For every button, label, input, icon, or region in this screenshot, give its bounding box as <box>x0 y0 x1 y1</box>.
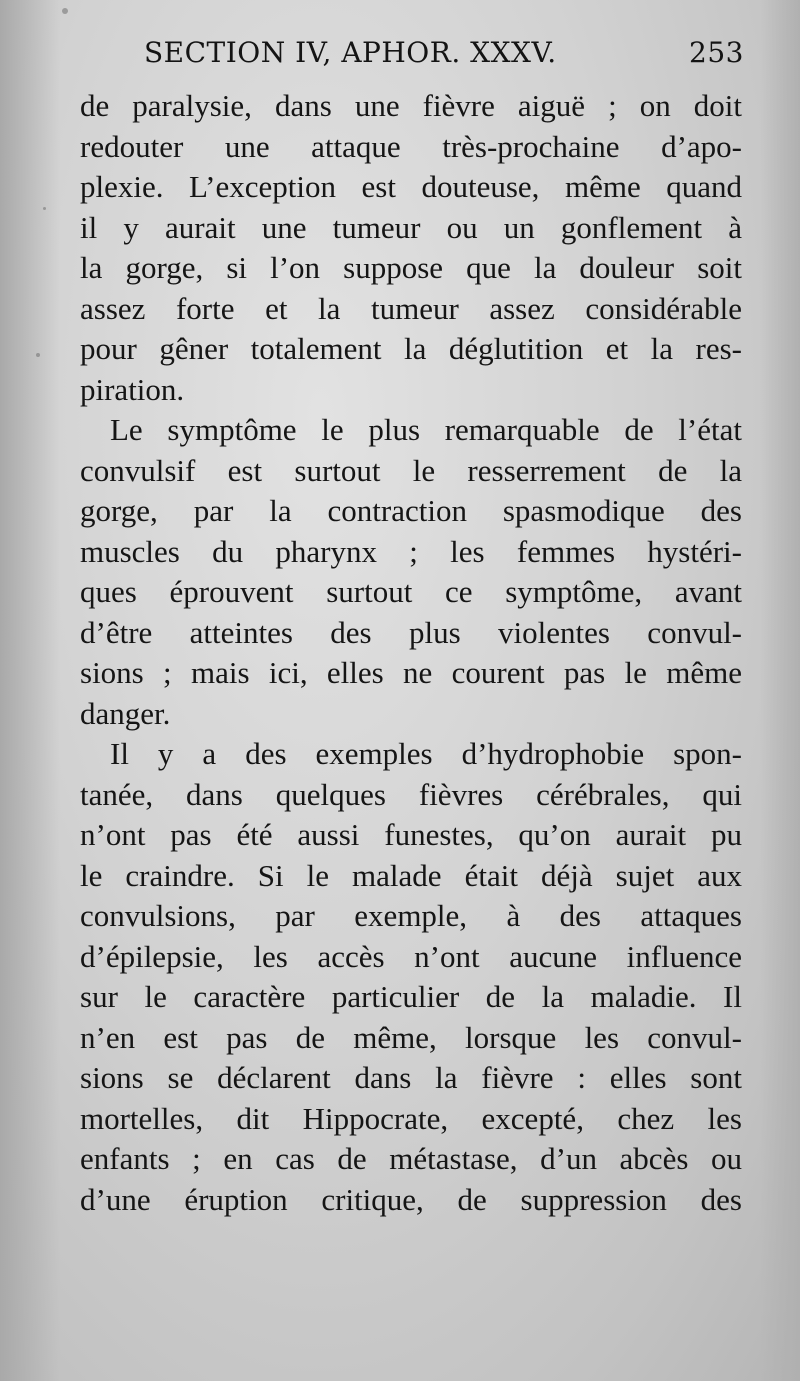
text-line: enfants ; en cas de métastase, d’un abcès ou <box>80 1141 742 1176</box>
text-line: d’une éruption critique, de suppression des <box>80 1181 742 1217</box>
text-line: pour gêner totalement la déglutition et la res- <box>80 331 742 366</box>
text-line: d’être atteintes des plus violentes convul- <box>80 614 742 650</box>
gutter-shadow <box>0 0 60 1381</box>
text-line: Le symptôme le plus remarquable de l’état <box>110 412 742 447</box>
running-header <box>144 36 744 82</box>
paper-speck <box>43 207 46 210</box>
text-line: d’épilepsie, les accès n’ont aucune influence <box>80 938 742 974</box>
text-line: tanée, dans quelques fièvres cérébrales, qui <box>80 776 742 812</box>
page-number: 253 <box>689 36 744 69</box>
text-line: sions ; mais ici, elles ne courent pas le même <box>80 655 742 690</box>
text-line: gorge, par la contraction spasmodique des <box>80 493 742 528</box>
text-line: il y aurait une tumeur ou un gonflement à <box>80 209 742 245</box>
text-line: n’en est pas de même, lorsque les convul- <box>80 1019 742 1055</box>
text-line: convulsif est surtout le resserrement de la <box>80 452 742 488</box>
text-line: plexie. L’exception est douteuse, même quand <box>80 169 742 204</box>
text-line: n’ont pas été aussi funestes, qu’on aurait pu <box>80 817 742 852</box>
text-line: ques éprouvent surtout ce symptôme, avant <box>80 574 742 609</box>
text-line: assez forte et la tumeur assez considérable <box>80 290 742 326</box>
text-line: sions se déclarent dans la fièvre : elles sont <box>80 1060 742 1095</box>
text-line: mortelles, dit Hippocrate, excepté, chez les <box>80 1100 742 1136</box>
text-line: danger. <box>80 695 171 731</box>
text-line: piration. <box>80 371 185 407</box>
text-line: redouter une attaque très-prochaine d’apo- <box>80 128 742 164</box>
text-line: la gorge, si l’on suppose que la douleur soit <box>80 250 742 285</box>
paper-speck <box>62 8 68 14</box>
text-line: le craindre. Si le malade était déjà sujet aux <box>80 857 742 893</box>
text-line: de paralysie, dans une fièvre aiguë ; on doit <box>80 88 742 123</box>
text-line: Il y a des exemples d’hydrophobie spon- <box>110 736 742 771</box>
text-line: muscles du pharynx ; les femmes hystéri- <box>80 533 742 569</box>
body-text <box>80 86 742 1220</box>
edge-shadow <box>760 0 800 1381</box>
text-line: convulsions, par exemple, à des attaques <box>80 898 742 933</box>
paper-speck <box>36 353 40 357</box>
text-line: sur le caractère particulier de la maladie. Il <box>80 979 742 1014</box>
running-head-title: SECTION IV, APHOR. XXXV. <box>144 36 557 69</box>
